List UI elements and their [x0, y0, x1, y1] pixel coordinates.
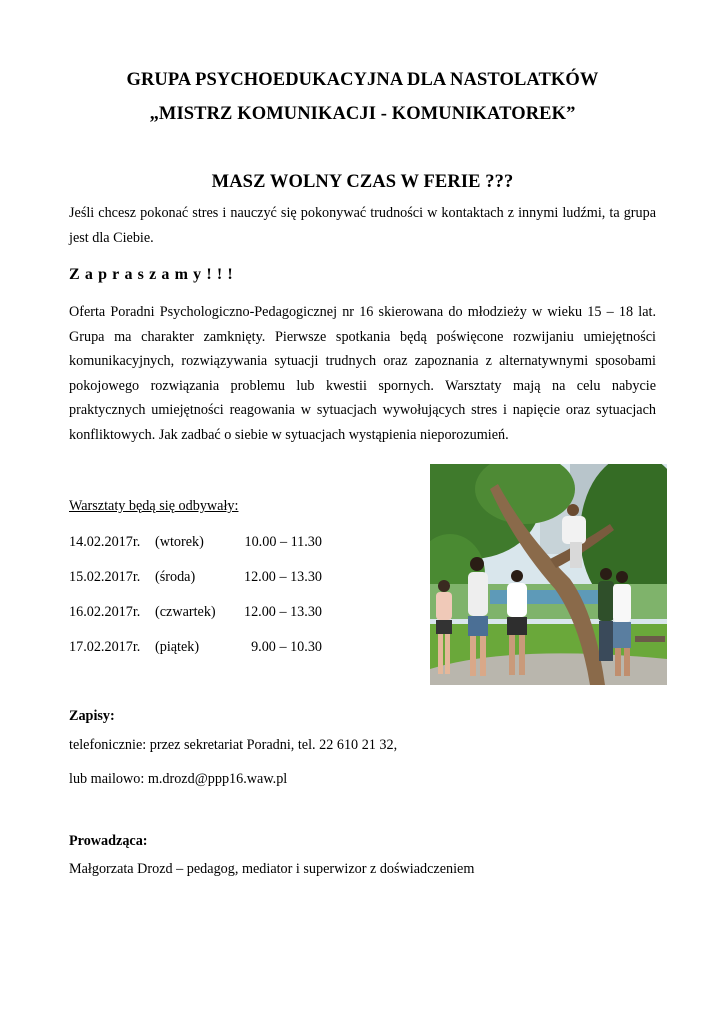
- title-line-1: GRUPA PSYCHOEDUKACYJNA DLA NASTOLATKÓW: [126, 70, 599, 90]
- schedule-row: [69, 569, 349, 589]
- schedule-date: 14.02.2017r.: [69, 534, 141, 550]
- intro-paragraph: Jeśli chcesz pokonać stres i nauczyć się pokonywać trudności w kontaktach z innymi ludźmi, ta grupa jest dla Ciebie.: [69, 205, 656, 246]
- schedule-time: 12.00 – 13.30: [243, 569, 322, 585]
- schedule-date: 17.02.2017r.: [69, 639, 141, 655]
- teens-in-park-photo: [430, 464, 667, 685]
- description-paragraph: Oferta Poradni Psychologiczno-Pedagogicznej nr 16 skierowana do młodzieży w wieku 15 – 18 lat. Grupa ma charakter zamknięty. Pierwsze spotkania będą poświęcone rozwijaniu umiejętności komunikacyjnych, rozwiązywania sytuacji trudnych oraz zapoznania z alternatywnymi sposobami pokojowego rozwiązania problemu lub kwestii spornych. Warsztaty mają na celu nabycie praktycznych umiejętności reagowania w sytuacjach wywołujących stres i napięcie oraz sytuacjach konfliktowych. Jak zadbać o siebie w sytuacjach wystąpienia nieporozumień.: [69, 304, 656, 443]
- host-heading: Prowadząca:: [69, 833, 148, 849]
- schedule-time: 10.00 – 11.30: [244, 534, 322, 550]
- schedule-row: [69, 604, 349, 624]
- host-name: Małgorzata Drozd – pedagog, mediator i superwizor z doświadczeniem: [69, 861, 475, 877]
- title-line-2: „MISTRZ KOMUNIKACJI - KOMUNIKATOREK”: [149, 104, 576, 124]
- schedule-time: 9.00 – 10.30: [251, 639, 322, 655]
- schedule-row: [69, 639, 349, 659]
- signup-phone: telefonicznie: przez sekretariat Poradni, tel. 22 610 21 32,: [69, 737, 398, 753]
- signup-heading: Zapisy:: [69, 708, 115, 724]
- schedule-heading: Warsztaty będą się odbywały:: [69, 498, 239, 514]
- schedule-day: (środa): [155, 569, 196, 585]
- schedule-day: (czwartek): [155, 604, 216, 620]
- schedule-day: (wtorek): [155, 534, 204, 550]
- signup-email: lub mailowo: m.drozd@ppp16.waw.pl: [69, 771, 288, 787]
- schedule-date: 16.02.2017r.: [69, 604, 141, 620]
- schedule-day: (piątek): [155, 639, 200, 655]
- headline: MASZ WOLNY CZAS W FERIE ???: [211, 172, 514, 192]
- schedule-row: [69, 534, 349, 554]
- schedule-date: 15.02.2017r.: [69, 569, 141, 585]
- invitation: Zapraszamy!!!: [69, 266, 238, 283]
- schedule-time: 12.00 – 13.30: [243, 604, 322, 620]
